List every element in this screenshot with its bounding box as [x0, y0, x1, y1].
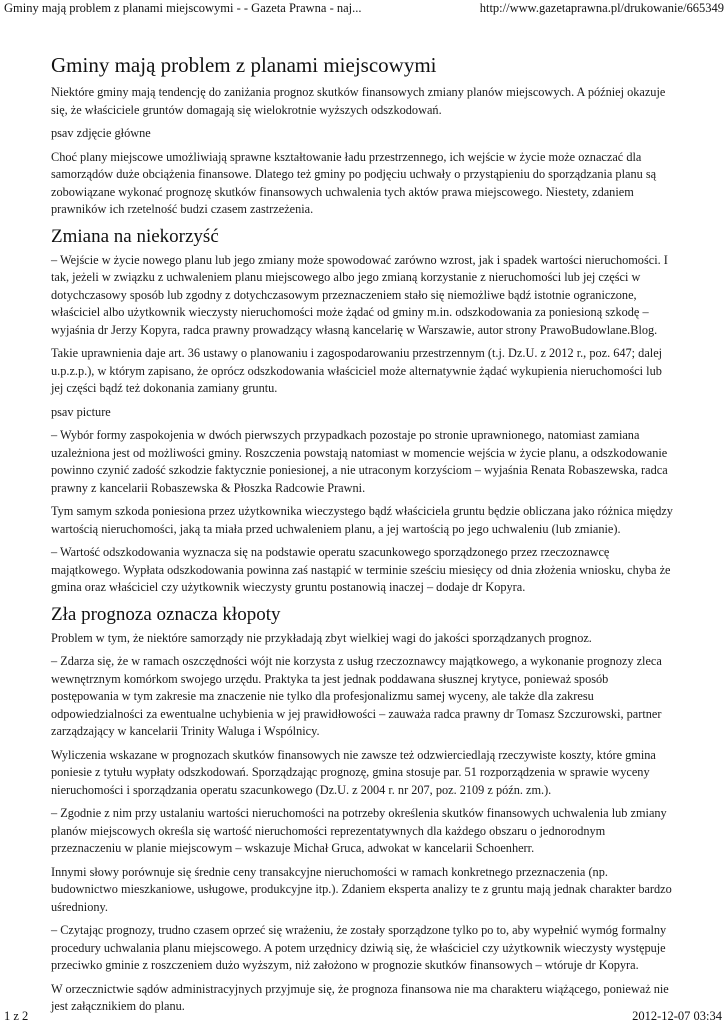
paragraph: Problem w tym, że niektóre samorządy nie przykładają zbyt wielkiej wagi do jakości sporządzanych prognoz. [51, 630, 592, 645]
paragraph: – Wybór formy zaspokojenia w dwóch pierwszych przypadkach pozostaje po stronie uprawnionego, natomiast zamiana uzależniona jest od możliwości gminy. Roszczenia powstają natomiast w momencie wejścia w życie planu, a odszkodowanie powinno czynić zadość szkodzie faktycznie poniesionej, a nie utraconym korzyściom – wyjaśnia Renata Robaszewska, radca prawny z kancelarii Robaszewska & Płoszka Radcowie Prawni. [51, 428, 668, 495]
print-header-title: Gminy mają problem z planami miejscowymi - - Gazeta Prawna - naj... [4, 1, 362, 15]
section-heading-zmiana: Zmiana na niekorzyść [51, 225, 219, 247]
paragraph: Tym samym szkoda poniesiona przez użytkownika wieczystego bądź właściciela gruntu będzie obliczana jako różnica między wartością nieruchomości, jaką ta miała przed uchwaleniem planu, a jej wartością po jego uchwaleniu (lub zmianie). [51, 504, 673, 536]
intro-paragraph: Choć plany miejscowe umożliwiają sprawne kształtowanie ładu przestrzennego, ich wejście w życie może oznaczać dla samorządów duże obciążenia finansowe. Dlatego też gminy po podjęciu uchwały o przystąpieniu do sporządzania planu są zobowiązane wykonać prognozę skutków finansowych uchwalenia tych aktów prawa miejscowego. Niestety, zdaniem prawników ich rzetelność budzi czasem zastrzeżenia. [51, 149, 657, 216]
paragraph: Takie uprawnienia daje art. 36 ustawy o planowaniu i zagospodarowaniu przestrzennym (t.j. Dz.U. z 2012 r., poz. 647; dalej u.p.z.p.), w którym zapisano, że oprócz odszkodowania właściciel może alternatywnie żądać wykupienia nieruchomości lub jej części bądź też dokonania zamiany gruntu. [51, 346, 663, 395]
print-header-url: http://www.gazetaprawna.pl/drukowanie/665349 [479, 1, 724, 15]
article-title: Gminy mają problem z planami miejscowymi [51, 53, 437, 77]
print-header [0, 0, 724, 16]
paragraph: W orzecznictwie sądów administracyjnych przyjmuje się, że prognoza finansowa nie ma charakteru wiążącego, ponieważ nie jest załącznikiem do planu. [51, 981, 669, 1013]
paragraph: – Wejście w życie nowego planu lub jego zmiany może spowodować zarówno wzrost, jak i spadek wartości nieruchomości. I tak, jeżeli w związku z uchwaleniem planu miejscowego albo jego zmianą korzystanie z nieruchomości lub jej części w dotychczasowy sposób lub zgodny z dotychczasowym przeznaczeniem stało się niemożliwe bądź istotnie ograniczone, właściciel albo użytkownik wieczysty nieruchomości może żądać od gminy m.in. odszkodowania za poniesioną szkodę – wyjaśnia dr Jerzy Kopyra, radca prawny prowadzący własną kancelarię w Warszawie, autor strony PrawoBudowlane.Blog. [51, 252, 668, 337]
article [51, 52, 673, 1022]
photo-caption: psav zdjęcie główne [51, 126, 151, 140]
paragraph: – Zdarza się, że w ramach oszczędności wójt nie korzysta z usług rzeczoznawcy majątkowego, a wykonanie prognozy zleca wewnętrznym komórkom swojego urzędu. Praktyka ta jest jednak poddawana słusznej krytyce, ponieważ sposób postępowania w tym zakresie ma znaczenie nie tylko dla profesjonalizmu samej wyceny, ale także dla zakresu odpowiedzialności za ewentualne uchybienia w jej prawidłowości – zauważa radca prawny dr Tomasz Szczurowski, partner zarządzający w kancelarii Trinity Waluga i Wspólnicy. [51, 654, 662, 738]
paragraph: Innymi słowy porównuje się średnie ceny transakcyjne nieruchomości w ramach konkretnego przeznaczenia (np. budownictwo mieszkaniowe, usługowe, produkcyjne itp.). Zdaniem eksperta analizy te z gruntu mają jednak charakter bardzo uśredniony. [51, 864, 672, 914]
print-datetime: 2012-12-07 03:34 [632, 1009, 722, 1023]
picture-caption: psav picture [51, 404, 111, 419]
paragraph: Wyliczenia wskazane w prognozach skutków finansowych nie zawsze też odzwierciedlają rzeczywiste koszty, które gmina poniesie z tytułu wypłaty odszkodowań. Sporządzając prognozę, gmina stosuje par. 51 rozporządzenia w sprawie wyceny nieruchomości i sporządzania operatu szacunkowego (Dz.U. z 2004 r. nr 207, poz. 2109 z późn. zm.). [51, 747, 656, 797]
article-lead: Niektóre gminy mają tendencję do zaniżania prognoz skutków finansowych zmiany planów miejscowych. A później okazuje się, że właściciele gruntów domagają się wielokrotnie wyższych odszkodowań. [51, 85, 666, 117]
paragraph: – Czytając prognozy, trudno czasem oprzeć się wrażeniu, że zostały sporządzone tylko po to, aby wypełnić wymóg formalny procedury uchwalania planu miejscowego. A potem urzędnicy dziwią się, że właściciel czy użytkownik wieczysty występuje przeciwko gminie z roszczeniem dużo wyższym, niż założono w prognozie skutków finansowych – wtóruje dr Kopyra. [51, 923, 667, 972]
section-heading-prognoza: Zła prognoza oznacza kłopoty [51, 603, 281, 625]
paragraph: – Wartość odszkodowania wyznacza się na podstawie operatu szacunkowego sporządzonego przez rzeczoznawcę majątkowego. Wypłata odszkodowania powinna zaś nastąpić w terminie sześciu miesięcy od dnia złożenia wniosku, chyba że gmina oraz właściciel czy użytkownik wieczysty gruntu postanowią inaczej – dodaje dr Kopyra. [51, 545, 671, 594]
paragraph: – Zgodnie z nim przy ustalaniu wartości nieruchomości na potrzeby określenia skutków finansowych uchwalenia lub zmiany planów miejscowych określa się wartość nieruchomości reprezentatywnych dla każdego obszaru o jednorodnym przeznaczeniu w planie miejscowym – wskazuje Michał Gruca, adwokat w kancelarii Schoenherr. [51, 806, 667, 855]
print-footer [0, 1008, 724, 1024]
page-number: 1 z 2 [4, 1009, 29, 1023]
